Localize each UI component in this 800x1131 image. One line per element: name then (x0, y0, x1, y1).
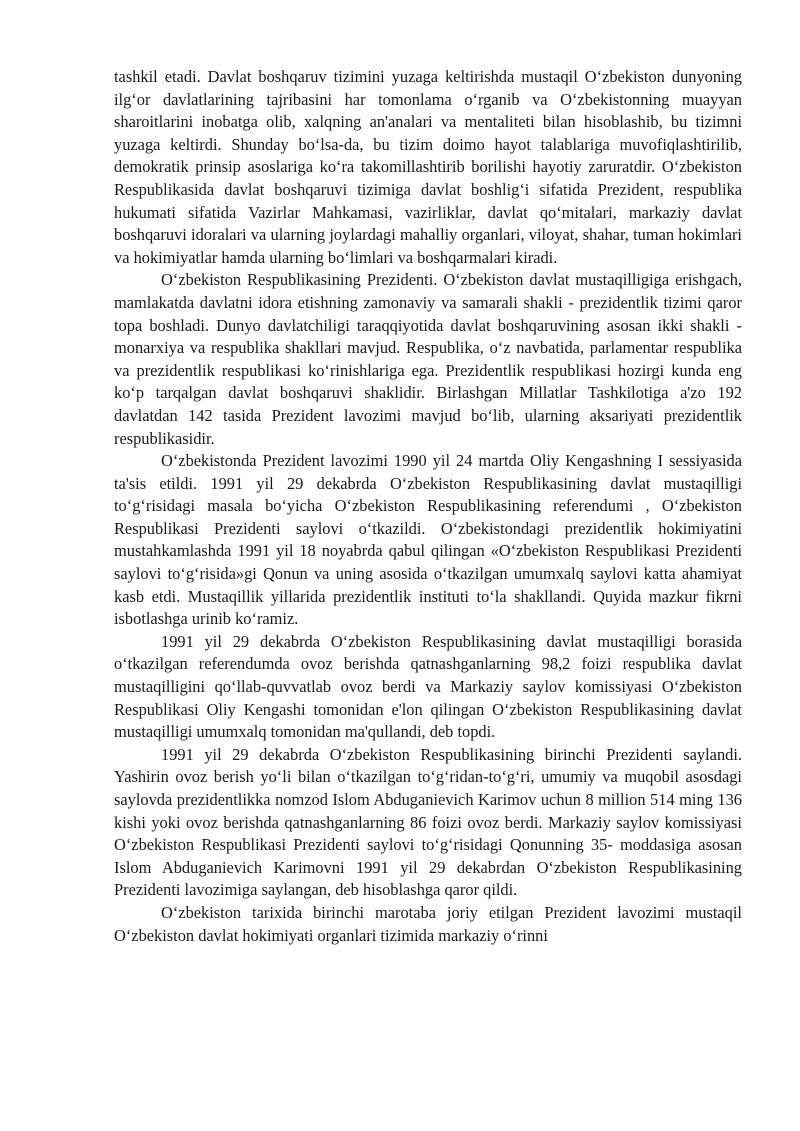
paragraph-4: 1991 yil 29 dekabrda O‘zbekiston Respublikasining davlat mustaqilligi borasida o‘tkazilgan referendumda ovoz berishda qatnashganlarning 98,2 foizi respublika davlat mustaqilligini qo‘llab-quvvatlab ovoz berdi va Markaziy saylov komissiyasi O‘zbekiston Respublikasi Oliy Kengashi tomonidan e'lon qilingan O‘zbekiston Respublikasining davlat mustaqilligi umumxalq tomonidan ma'qullandi, deb topdi. (114, 631, 742, 742)
paragraph-2: O‘zbekiston Respublikasining Prezidenti. O‘zbekiston davlat mustaqilligiga erishgach, mamlakatda davlatni idora etishning zamonaviy va samarali shakli - prezidentlik tizimi qaror topa boshladi. Dunyo davlatchiligi taraqqiyotida davlat boshqaruvining asosan ikki shakli - monarxiya va respublika shakllari mavjud. Respublika, o‘z navbatida, parlamentar respublika va prezidentlik respublikasi ko‘rinishlariga ega. Prezidentlik respublikasi hozirgi kunda eng ko‘p tarqalgan davlat boshqaruvi shaklidir. Birlashgan Millatlar Tashkilotiga a'zo 192 davlatdan 142 tasida Prezident lavozimi mavjud bo‘lib, ularning aksariyati prezidentlik respublikasidir. (114, 270, 742, 448)
paragraph-1: tashkil etadi. Davlat boshqaruv tizimini yuzaga keltirishda mustaqil O‘zbekiston dunyoning ilg‘or davlatlarining tajribasini har tomonlama o‘rganib va O‘zbekistonning muayyan sharoitlarini inobatga olib, xalqning an'analari va mentaliteti bilan hisoblashib, bu tizimni yuzaga keltirdi. Shunday bo‘lsa-da, bu tizim doimo hayot talablariga muvofiqlashtirilib, demokratik prinsip asoslariga ko‘ra takomillashtirib borilishi hayotiy zaruratdir. O‘zbekiston Respublikasida davlat boshqaruvi tizimiga davlat boshlig‘i sifatida Prezident, respublika hukumati sifatida Vazirlar Mahkamasi, vazirliklar, davlat qo‘mitalari, markaziy davlat boshqaruvi idoralari va ularning joylardagi mahalliy organlari, viloyat, shahar, tuman hokimlari va hokimiyatlar hamda ularning bo‘limlari va boshqarmalari kiradi. (114, 67, 742, 267)
paragraph-3: O‘zbekistonda Prezident lavozimi 1990 yil 24 martda Oliy Kengashning I sessiyasida ta'sis etildi. 1991 yil 29 dekabrda O‘zbekiston Respublikasining davlat mustaqilligi to‘g‘risidagi masala bo‘yicha O‘zbekiston Respublikasining referendumi , O‘zbekiston Respublikasi Prezidenti saylovi o‘tkazildi. O‘zbekistondagi prezidentlik hokimiyatini mustahkamlashda 1991 yil 18 noyabrda qabul qilingan «O‘zbekiston Respublikasi Prezidenti saylovi to‘g‘risida»gi Qonun va uning asosida o‘tkazilgan umumxalq saylovi katta ahamiyat kasb etdi. Mustaqillik yillarida prezidentlik instituti to‘la shakllandi. Quyida mazkur fikrni isbotlashga urinib ko‘ramiz. (114, 451, 742, 629)
document-page (114, 66, 742, 947)
paragraph-6: O‘zbekiston tarixida birinchi marotaba joriy etilgan Prezident lavozimi mustaqil O‘zbekiston davlat hokimiyati organlari tizimida markaziy o‘rinni (114, 902, 742, 945)
paragraph-5: 1991 yil 29 dekabrda O‘zbekiston Respublikasining birinchi Prezidenti saylandi. Yashirin ovoz berish yo‘li bilan o‘tkazilgan to‘g‘ridan-to‘g‘ri, umumiy va muqobil asosdagi saylovda prezidentlikka nomzod Islom Abduganievich Karimov uchun 8 million 514 ming 136 kishi yoki ovoz berishda qatnashganlarning 86 foizi ovoz berdi. Markaziy saylov komissiyasi O‘zbekiston Respublikasi Prezidenti saylovi to‘g‘risidagi Qonunning 35- moddasiga asosan Islom Abduganievich Karimovni 1991 yil 29 dekabrdan O‘zbekiston Respublikasining Prezidenti lavozimiga saylangan, deb hisoblashga qaror qildi. (114, 744, 742, 900)
